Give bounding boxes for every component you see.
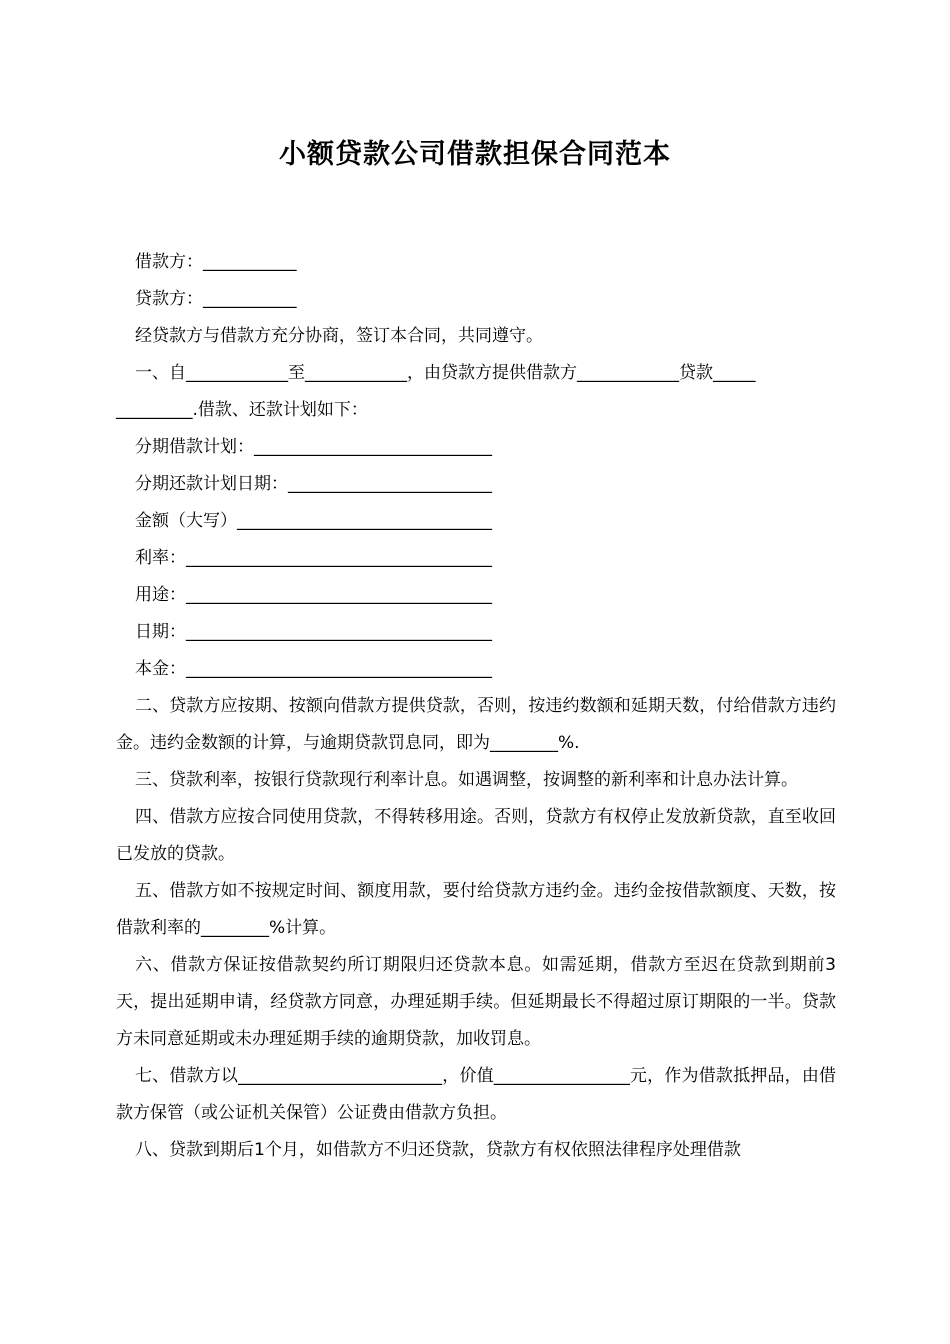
repayment-date-field: 分期还款计划日期：________________________	[135, 474, 492, 494]
clause-6: 六、借款方保证按借款契约所订期限归还贷款本息。如需延期，借款方至迟在贷款到期前3天，提出延期申请，经贷款方同意，办理延期手续。但延期最长不得超过原订期限的一半。贷款方未同意延期或未办理延期手续的逾期贷款，加收罚息。	[116, 955, 836, 1049]
purpose-field: 用途：____________________________________	[135, 585, 492, 605]
clause-1: 一、自____________至____________，由贷款方提供借款方____________贷款_____	[135, 363, 756, 383]
principal-field: 本金：____________________________________	[135, 659, 492, 679]
loan-plan-field: 分期借款计划：____________________________	[135, 437, 492, 457]
clause-4: 四、借款方应按合同使用贷款，不得转移用途。否则，贷款方有权停止发放新贷款，直至收回已发放的贷款。	[116, 807, 836, 864]
clause-1-continued: _________.借款、还款计划如下：	[116, 400, 368, 420]
date-field: 日期：____________________________________	[135, 622, 492, 642]
document-body	[116, 244, 836, 1169]
lender-line: 贷款方：___________	[135, 289, 297, 309]
clause-5: 五、借款方如不按规定时间、额度用款，要付给贷款方违约金。违约金按借款额度、天数，按借款利率的________%计算。	[116, 881, 836, 938]
preamble: 经贷款方与借款方充分协商，签订本合同，共同遵守。	[135, 326, 543, 346]
interest-rate-field: 利率：____________________________________	[135, 548, 492, 568]
amount-field: 金额（大写）______________________________	[135, 511, 492, 531]
clause-2: 二、贷款方应按期、按额向借款方提供贷款，否则，按违约数额和延期天数，付给借款方违约金。违约金数额的计算，与逾期贷款罚息同，即为________%.	[116, 696, 836, 753]
clause-3: 三、贷款利率，按银行贷款现行利率计息。如遇调整，按调整的新利率和计息办法计算。	[135, 770, 798, 790]
borrower-line: 借款方：___________	[135, 252, 297, 272]
clause-8: 八、贷款到期后1个月，如借款方不归还贷款，贷款方有权依照法律程序处理借款	[135, 1140, 741, 1160]
document-title: 小额贷款公司借款担保合同范本	[279, 139, 671, 170]
clause-7: 七、借款方以________________________，价值________________元，作为借款抵押品，由借款方保管（或公证机关保管）公证费由借款方负担。	[116, 1066, 836, 1123]
